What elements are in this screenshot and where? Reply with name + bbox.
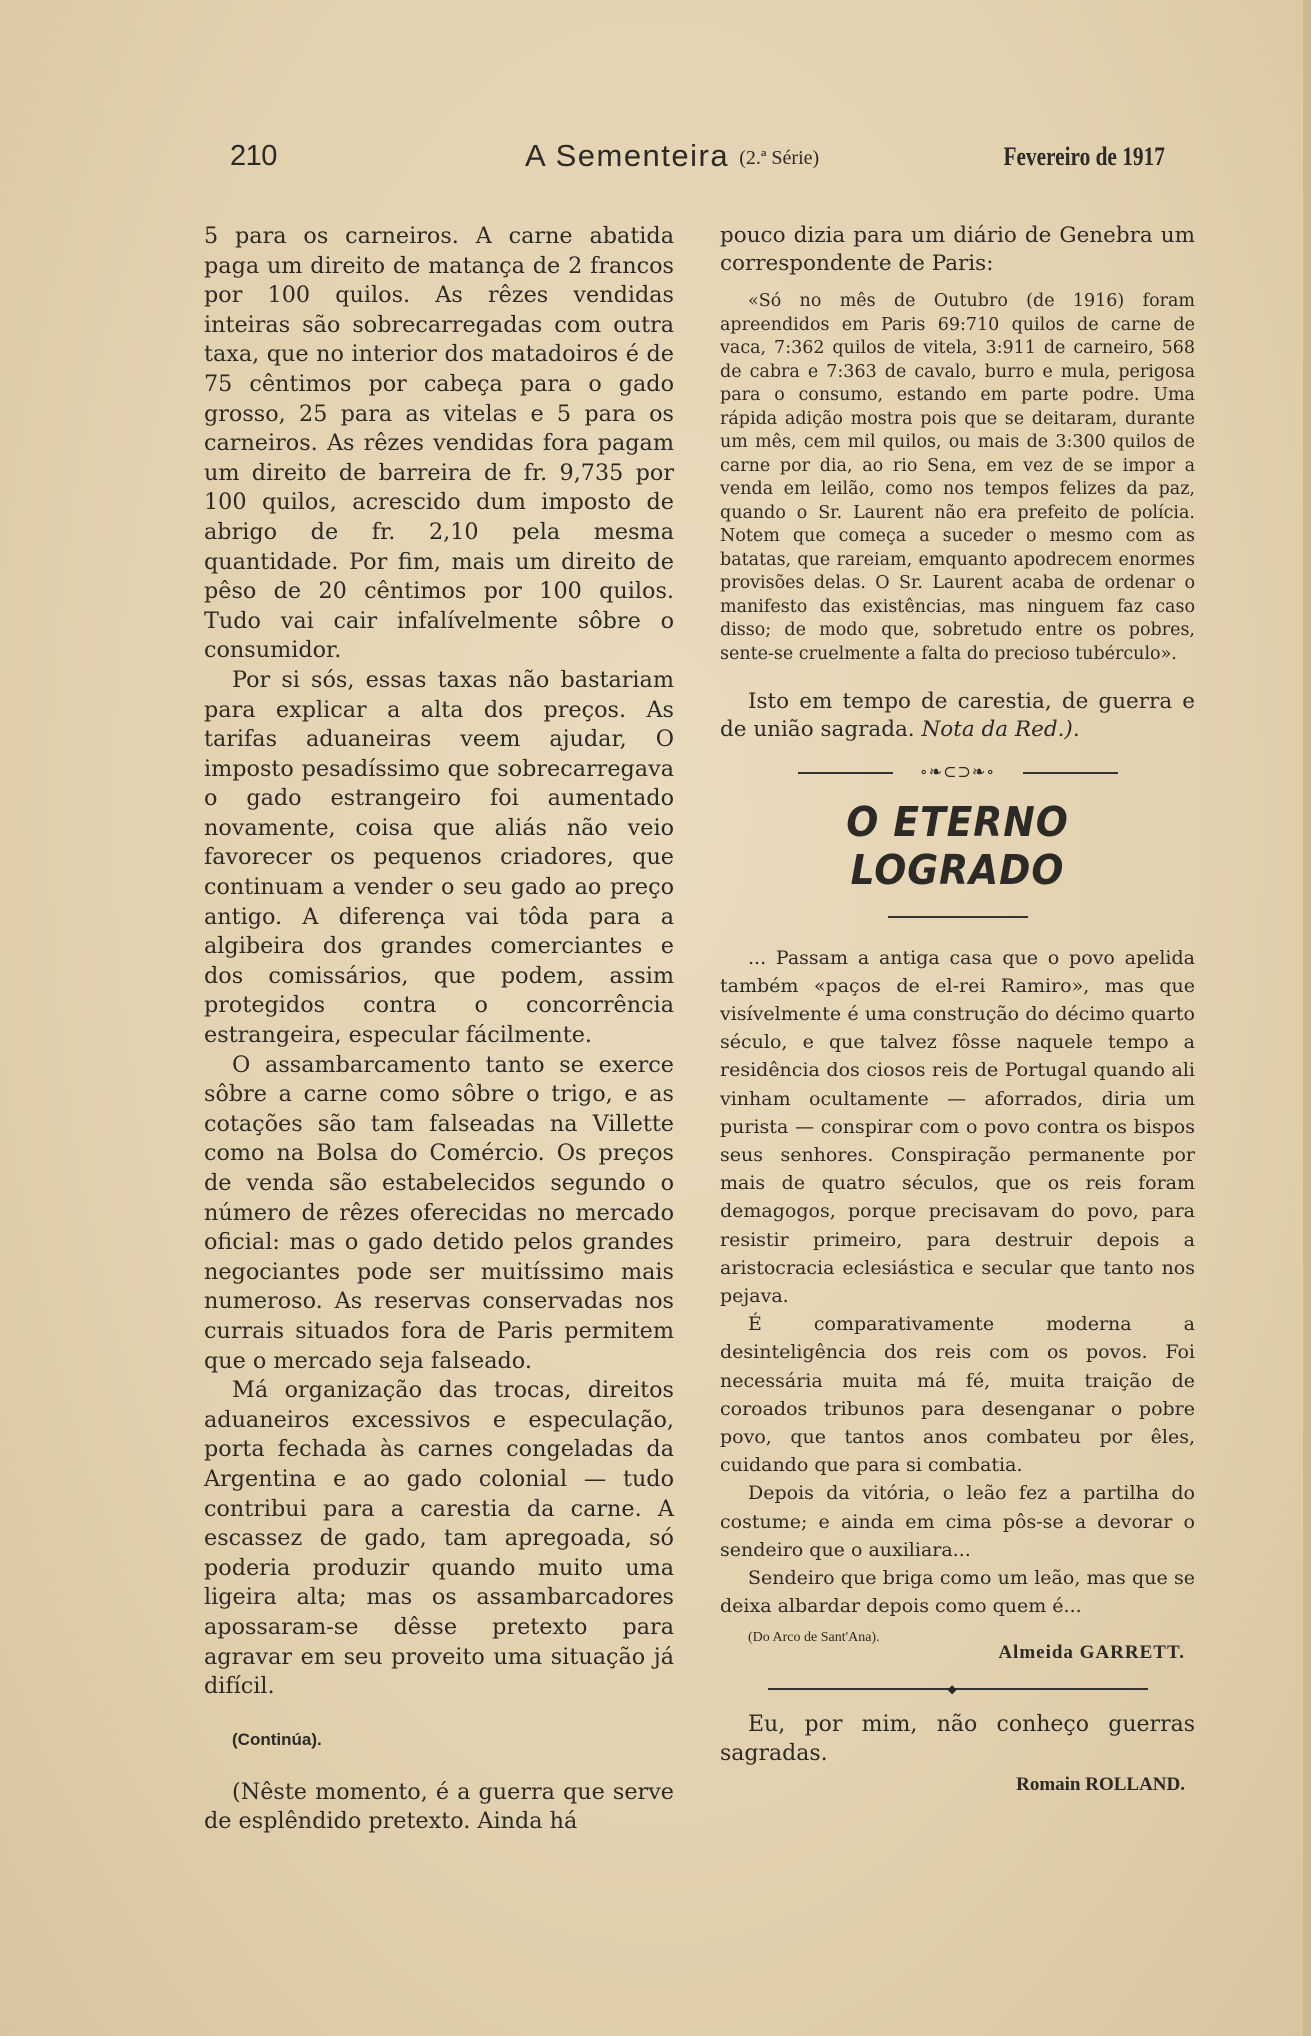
author-signature: Almeida GARRETT.: [998, 1642, 1185, 1664]
paragraph: pouco dizia para um diário de Genebra um correspondente de Paris:: [720, 223, 1195, 276]
page-number: 210: [230, 140, 277, 172]
quote-author: Romain ROLLAND.: [1016, 1774, 1185, 1796]
page-edge: [1303, 0, 1311, 2036]
editor-note-start: (Nêste momento, é a guerra que serve de esplêndido pretexto. Ainda há: [204, 1778, 674, 1835]
heading-rule: [888, 916, 1028, 918]
editor-note-end: [720, 688, 1195, 744]
editor-note-text: Isto em tempo de carestia, de guerra e de união sagrada.: [720, 689, 1195, 742]
paragraph: 5 para os carneiros. A carne abatida paga um direito de matança de 2 francos por 100 quilos. As rêzes vendidas inteiras são sobrecarregadas com outra taxa, que no interior dos matadoiros é de 75 cêntimos por cabeça para o gado grosso, 25 para as vitelas e 5 para os carneiros. As rêzes vendidas fora pagam um direito de barreira de fr. 9,735 por 100 quilos, acrescido dum imposto de abrigo de fr. 2,10 pela mesma quantidade. Por fim, mais um direito de pêso de 20 cêntimos por 100 quilos. Tudo vai cair infalívelmente sôbre o consumidor.: [204, 223, 674, 664]
journal-name: A Sementeira: [525, 138, 730, 173]
ornament-icon: ∘❧⊂⊃❧∘: [919, 762, 996, 781]
editor-note-credit: Nota da Red.).: [921, 717, 1080, 742]
paragraph: Depois da vitória, o leão fez a partilha do costume; e ainda em cima pôs-se a devorar o sendeiro que o auxiliara...: [720, 1482, 1195, 1561]
right-column: [720, 222, 1195, 1796]
source-citation: (Do Arco de Sant'Ana).: [748, 1630, 880, 1646]
diamond-icon: ◆: [947, 1682, 957, 1697]
left-column: [204, 222, 674, 1837]
paragraph: É comparativamente moderna a desinteligência dos reis com os povos. Foi necessária muita má fé, muita traição de coroados tribunos para desenganar o pobre povo, que tantos anos combateu por êles, cuidando que para si combatia.: [720, 1313, 1195, 1477]
paragraph: Sendeiro que briga como um leão, mas que se deixa albardar depois como quem é...: [720, 1566, 1195, 1618]
issue-date: Fevereiro de 1917: [1003, 142, 1165, 171]
article-heading: O ETERNO LOGRADO: [846, 798, 1069, 894]
running-header: [230, 140, 1165, 180]
paragraph: O assambarcamento tanto se exerce sôbre a carne como sôbre o trigo, e as cotações são tam falseadas na Villette como na Bolsa do Comércio. Os preços de venda são estabelecidos segundo o número de rêzes oferecidas no mercado oficial: mas o gado detido pelos grandes negociantes pode ser muitíssimo mais numeroso. As reservas conservadas nos currais situados fora de Paris permitem que o mercado seja falseado.: [204, 1051, 674, 1374]
paragraph: Por si sós, essas taxas não bastariam para explicar a alta dos preços. As tarifas aduaneiras veem ajudar, O imposto pesadíssimo que sobrecarregava o gado estrangeiro foi aumentado novamente, coisa que aliás não veio favorecer os pequenos criadores, que continuam a vender o seu gado ao preço antigo. A diferença vai tôda para a algibeira dos grandes comerciantes e dos comissários, que podem, assim protegidos contra o concorrência estrangeira, especular fácilmente.: [204, 666, 674, 1049]
quoted-report: «Só no mês de Outubro (de 1916) foram apreendidos em Paris 69:710 quilos de carne de vaca, 7:362 quilos de vitela, 3:911 de carneiro, 568 de cabra e 7:363 de cavalo, burro e mula, perigosa para o consumo, estando em parte podre. Uma rápida adição mostra pois que se deitaram, durante um mês, cem mil quilos, ou mais de 3:300 quilos de carne por dia, ao rio Sena, em vez de se impor a venda em leilão, como nos tempos felizes da paz, quando o Sr. Laurent não era prefeito de polícia. Notem que começa a suceder o mesmo com as batatas, que rareiam, emquanto apodrecem enormes provisões delas. O Sr. Laurent acaba de ordenar o manifesto das existências, mas ninguem faz caso disso; de modo que, sobretudo entre os pobres, sente-se cruelmente a falta do precioso tubérculo».: [720, 291, 1195, 664]
journal-title: [525, 138, 819, 174]
paragraph: ... Passam a antiga casa que o povo apelida também «paços de el-rei Ramiro», mas que visívelmente é uma construção do décimo quarto século, e que talvez fôsse naquele tempo a residência dos ciosos reis de Portugal quando ali vinham ocultamente — aforrados, diria um purista — conspirar com o povo contra os bispos seus senhores. Conspiração permanente por mais de quatro séculos, que os reis foram demagogos, porque precisavam do povo, para resistir primeiro, para destruir depois a aristocracia eclesiástica e secular que tanto nos pejava.: [720, 946, 1195, 1307]
section-divider: [768, 1678, 1148, 1700]
ornamental-divider: [798, 762, 1118, 784]
continued-label: (Continúa).: [232, 1729, 322, 1749]
closing-quote: Eu, por mim, não conheço guerras sagradas.: [720, 1712, 1195, 1767]
series-label: (2.ª Série): [739, 147, 820, 169]
paragraph: Má organização das trocas, direitos aduaneiros excessivos e especulação, porta fechada às carnes congeladas da Argentina e ao gado colonial — tudo contribui para a carestia da carne. A escassez de gado, tam apregoada, só poderia produzir quando muito uma ligeira alta; mas os assambarcadores apossaram-se dêsse pretexto para agravar em seu proveito uma situação já difícil.: [204, 1377, 674, 1700]
